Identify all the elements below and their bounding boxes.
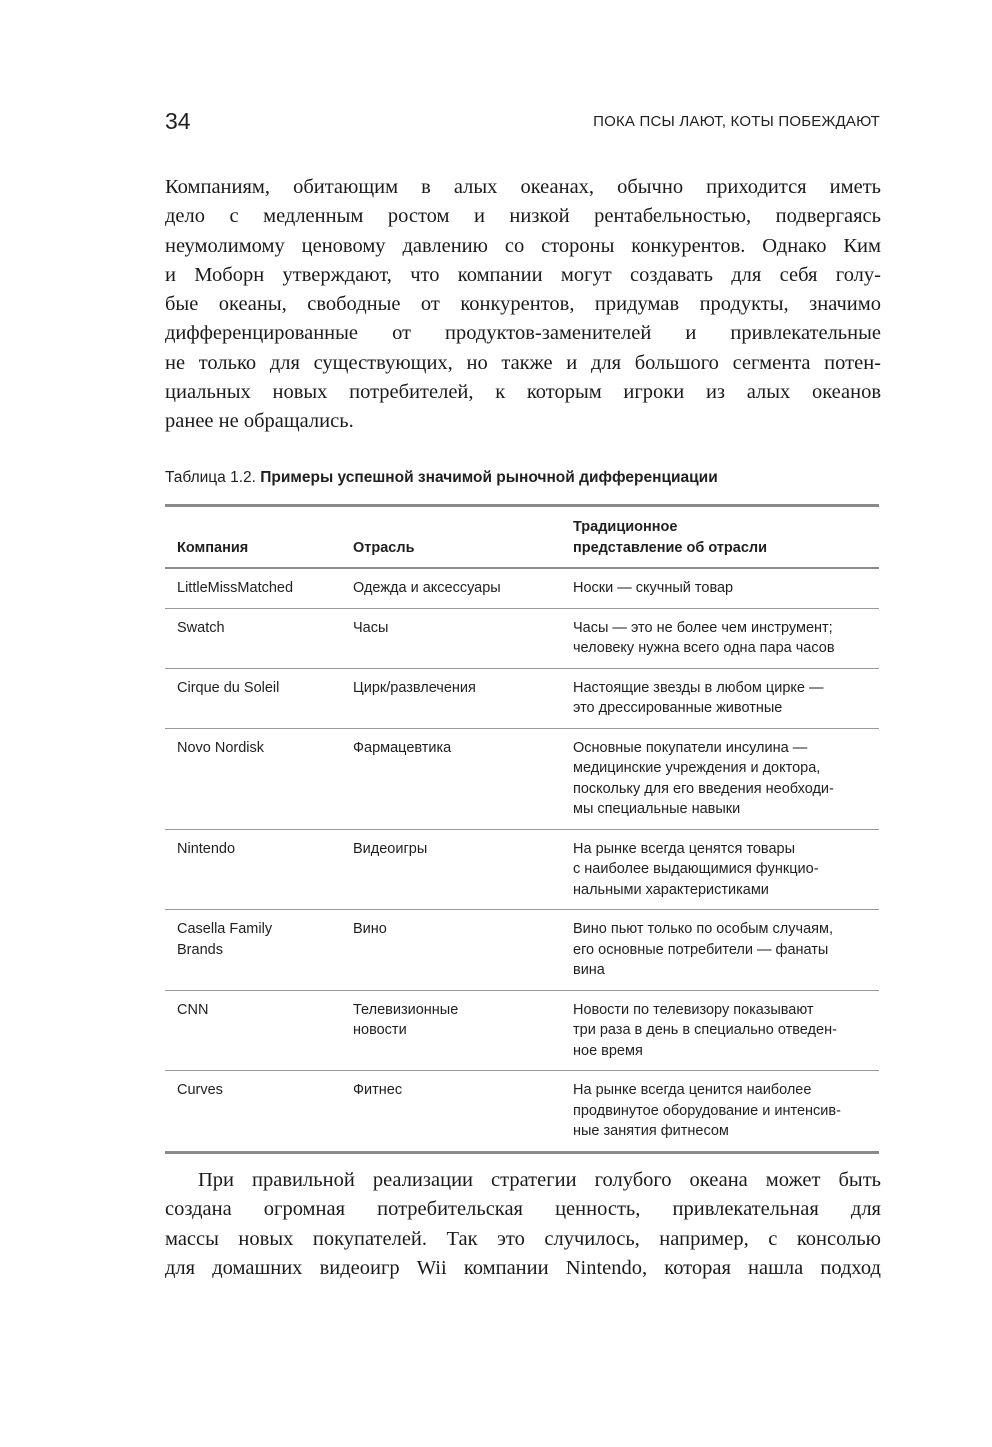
paragraph-line: При правильной реализации стратегии голубого океана может быть xyxy=(198,1169,881,1191)
cell-industry xyxy=(341,568,561,608)
cell-traditional-view-line: ные занятия фитнесом xyxy=(573,1123,729,1139)
cell-company-line: Casella Family xyxy=(177,921,273,937)
cell-traditional-view-line: На рынке всегда ценятся товары xyxy=(573,840,796,857)
cell-traditional-view-line: Новости по телевизору показывают xyxy=(573,1001,814,1018)
paragraph-line: бые океаны, свободные от конкурентов, придумав продукты, значимо xyxy=(165,293,881,316)
paragraph-2 xyxy=(165,1166,881,1283)
cell-traditional-view-line: вина xyxy=(573,962,605,978)
cell-traditional-view-line: продвинутое оборудование и интенсив- xyxy=(573,1102,841,1119)
table-caption-label: Таблица 1.2. xyxy=(165,469,256,486)
cell-traditional-view-line: нальными характеристиками xyxy=(573,881,769,898)
running-title: ПОКА ПСЫ ЛАЮТ, КОТЫ ПОБЕЖДАЮТ xyxy=(593,113,880,130)
table-row xyxy=(165,568,879,608)
paragraph-line: ранее не обращались. xyxy=(165,410,354,433)
cell-traditional-view-line: Настоящие звезды в любом цирке — xyxy=(573,679,824,696)
cell-industry-line: Фармацевтика xyxy=(353,739,452,756)
cell-traditional-view-line: Носки — скучный товар xyxy=(573,580,734,596)
cell-company xyxy=(165,668,341,728)
cell-traditional-view-line: три раза в день в специально отведен- xyxy=(573,1022,837,1038)
paragraph-line: циальных новых потребителей, к которым игроки из алых океанов xyxy=(165,381,881,404)
paragraph-line: Компаниям, обитающим в алых океанах, обычно приходится иметь xyxy=(165,176,881,198)
cell-company xyxy=(165,1071,341,1153)
header-company: Компания xyxy=(165,506,341,569)
table-caption-title: Примеры успешной значимой рыночной дифференциации xyxy=(260,469,718,486)
paragraph-line: дифференцированные от продуктов-заменителей и привлекательные xyxy=(165,322,881,345)
cell-industry xyxy=(341,728,561,829)
cell-company xyxy=(165,910,341,991)
table-row xyxy=(165,829,879,910)
cell-industry xyxy=(341,1071,561,1153)
cell-traditional-view xyxy=(561,568,879,608)
cell-traditional-view-line: с наиболее выдающимися функцио- xyxy=(573,861,819,877)
cell-company-line: LittleMissMatched xyxy=(177,580,294,596)
cell-traditional-view-line: Вино пьют только по особым случаям, xyxy=(573,921,833,937)
cell-industry-line: Часы xyxy=(353,619,389,636)
cell-traditional-view xyxy=(561,829,879,910)
paragraph-line: дело с медленным ростом и низкой рентабельностью, подвергаясь xyxy=(165,205,881,228)
cell-industry-line: Видеоигры xyxy=(353,840,428,857)
cell-company-line: Brands xyxy=(177,941,223,958)
table-body xyxy=(165,568,879,1152)
cell-traditional-view xyxy=(561,1071,879,1153)
cell-traditional-view-line: Часы — это не более чем инструмент; xyxy=(573,619,833,636)
table-row xyxy=(165,990,879,1071)
cell-industry xyxy=(341,668,561,728)
table-row xyxy=(165,910,879,991)
cell-traditional-view xyxy=(561,668,879,728)
paragraph-line: для домашних видеоигр Wii компании Nintendo, которая нашла подход xyxy=(165,1256,881,1279)
header-traditional-view xyxy=(561,506,879,569)
table-row xyxy=(165,1071,879,1153)
cell-industry xyxy=(341,829,561,910)
paragraph-line: неумолимому ценовому давлению со стороны конкурентов. Однако Ким xyxy=(165,234,881,257)
cell-company-line: CNN xyxy=(177,1001,209,1018)
paragraph-line: создана огромная потребительская ценность, привлекательная для xyxy=(165,1198,881,1221)
cell-traditional-view-line: ное время xyxy=(573,1042,643,1059)
cell-industry xyxy=(341,910,561,991)
cell-company-line: Swatch xyxy=(177,619,225,636)
cell-traditional-view-line: мы специальные навыки xyxy=(573,801,741,817)
cell-traditional-view-line: его основные потребители — фанаты xyxy=(573,941,829,958)
table-caption xyxy=(165,469,718,487)
cell-industry xyxy=(341,990,561,1071)
cell-traditional-view-line: это дрессированные животные xyxy=(573,700,783,716)
table-row xyxy=(165,728,879,829)
cell-traditional-view xyxy=(561,990,879,1071)
page-number: 34 xyxy=(165,108,191,134)
paragraph-line: не только для существующих, но также и для большого сегмента потен- xyxy=(165,351,881,374)
table-header-row xyxy=(165,506,879,569)
cell-traditional-view-line: На рынке всегда ценится наиболее xyxy=(573,1082,812,1098)
cell-traditional-view-line: медицинские учреждения и доктора, xyxy=(573,760,821,776)
cell-industry-line: Вино xyxy=(353,921,387,937)
cell-traditional-view-line: поскольку для его введения необходи- xyxy=(573,780,834,797)
cell-company-line: Nintendo xyxy=(177,840,236,857)
cell-company-line: Novo Nordisk xyxy=(177,739,265,756)
table-row xyxy=(165,608,879,668)
cell-company xyxy=(165,608,341,668)
paragraph-line: массы новых покупателей. Так это случилось, например, с консолью xyxy=(165,1227,881,1250)
cell-traditional-view xyxy=(561,608,879,668)
table-row xyxy=(165,668,879,728)
differentiation-table xyxy=(165,504,879,1154)
cell-traditional-view xyxy=(561,728,879,829)
cell-traditional-view-line: человеку нужна всего одна пара часов xyxy=(573,640,835,656)
cell-industry-line: Цирк/развлечения xyxy=(353,679,476,696)
cell-company xyxy=(165,829,341,910)
cell-traditional-view-line: Основные покупатели инсулина — xyxy=(573,739,808,756)
header-view-line: представление об отрасли xyxy=(573,539,768,556)
cell-industry xyxy=(341,608,561,668)
header-view-line: Традиционное xyxy=(573,519,678,535)
header-industry: Отрасль xyxy=(341,506,561,569)
cell-industry-line: Одежда и аксессуары xyxy=(353,580,501,596)
paragraph-1 xyxy=(165,173,881,437)
cell-company xyxy=(165,728,341,829)
cell-industry-line: Фитнес xyxy=(353,1082,403,1098)
cell-company xyxy=(165,990,341,1071)
cell-company-line: Curves xyxy=(177,1082,223,1098)
cell-company-line: Cirque du Soleil xyxy=(177,679,280,696)
cell-company xyxy=(165,568,341,608)
cell-industry-line: Телевизионные xyxy=(353,1001,459,1018)
cell-traditional-view xyxy=(561,910,879,991)
cell-industry-line: новости xyxy=(353,1022,407,1038)
paragraph-line: и Моборн утверждают, что компании могут создавать для себя голу- xyxy=(165,263,881,286)
